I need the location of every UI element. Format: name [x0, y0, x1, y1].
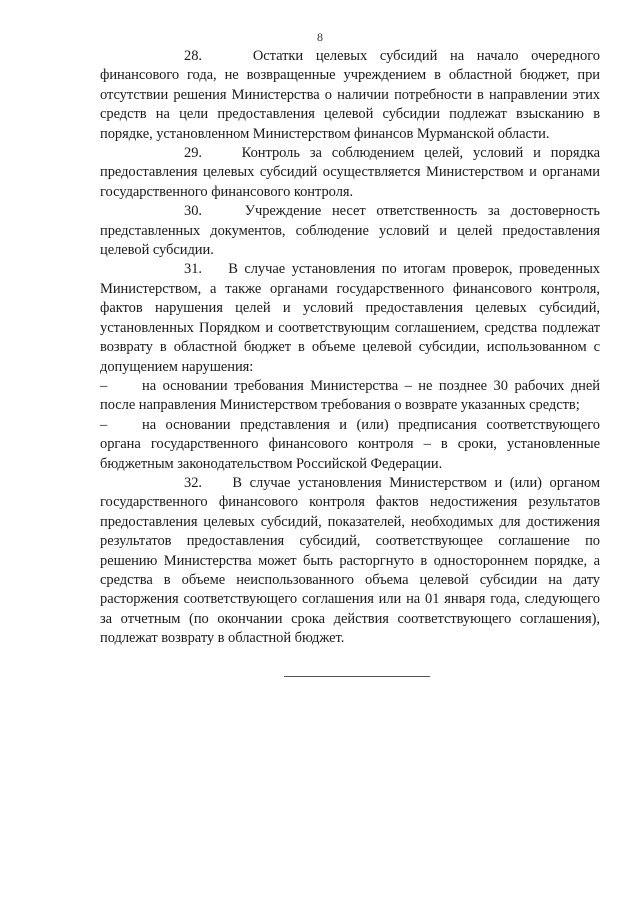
paragraph-29 — [100, 144, 600, 202]
paragraph-number: 32. — [184, 474, 202, 491]
paragraph-text: Контроль за соблюдением целей, условий и порядка предоставления целевых субсидий осуществляется Министерством и органами государственного финансового контроля. — [100, 145, 600, 200]
paragraph-number: 29. — [184, 145, 202, 162]
paragraph-28 — [100, 47, 600, 144]
list-item-text: на основании требования Министерства – не позднее 30 рабочих дней после направления Министерством требования о возврате указанных средств; — [100, 377, 600, 414]
paragraph-text: В случае установления Министерством и (или) органом государственного финансового контроля фактов недостижения результатов предоставления целевых субсидий, показателей, необходимых для достижения результатов предоставления субсидий, соответствующее соглашение по решению Министерства может быть расторгнуто в одностороннем порядке, а средства в объеме неиспользованного объема целевой субсидии на дату расторжения соответствующего соглашения или на 01 января года, следующего за отчетным (по окончании срока действия соответствующего соглашения), подлежат возврату в областной бюджет. — [100, 474, 600, 647]
page-number: 8 — [317, 30, 323, 44]
paragraph-text: В случае установления по итогам проверок, проведенных Министерством, а также органами государственного финансового контроля, фактов нарушения целей и условий предоставления целевых субсидий, установленных Порядком и соответствующим соглашением, средства подлежат возврату в областной бюджет в объеме целевой субсидии, использованном с допущением нарушения: — [100, 261, 600, 375]
dash-marker: – — [100, 377, 108, 394]
list-item-text: на основании представления и (или) предписания соответствующего органа государственного финансового контроля – в сроки, установленные бюджетным законодательством Российской Федерации. — [100, 416, 600, 472]
paragraph-number: 30. — [184, 203, 202, 220]
dash-marker: – — [100, 416, 108, 433]
document-body — [100, 47, 600, 649]
list-item — [100, 377, 600, 416]
paragraph-text: Остатки целевых субсидий на начало очередного финансового года, не возвращенные учреждением в областной бюджет, при отсутствии решения Министерства о наличии потребности в направлении этих средств на цели предоставления целевой субсидии подлежат взысканию в порядке, установленном Министерством финансов Мурманской области. — [100, 48, 600, 142]
paragraph-30 — [100, 202, 600, 260]
paragraph-number: 31. — [184, 261, 202, 278]
paragraph-text: Учреждение несет ответственность за достоверность представленных документов, соблюдение условий и целей предоставления целевой субсидии. — [100, 203, 600, 259]
closing-divider — [284, 676, 430, 677]
list-item — [100, 416, 600, 474]
paragraph-31 — [100, 260, 600, 376]
paragraph-32 — [100, 474, 600, 649]
paragraph-number: 28. — [184, 48, 202, 64]
